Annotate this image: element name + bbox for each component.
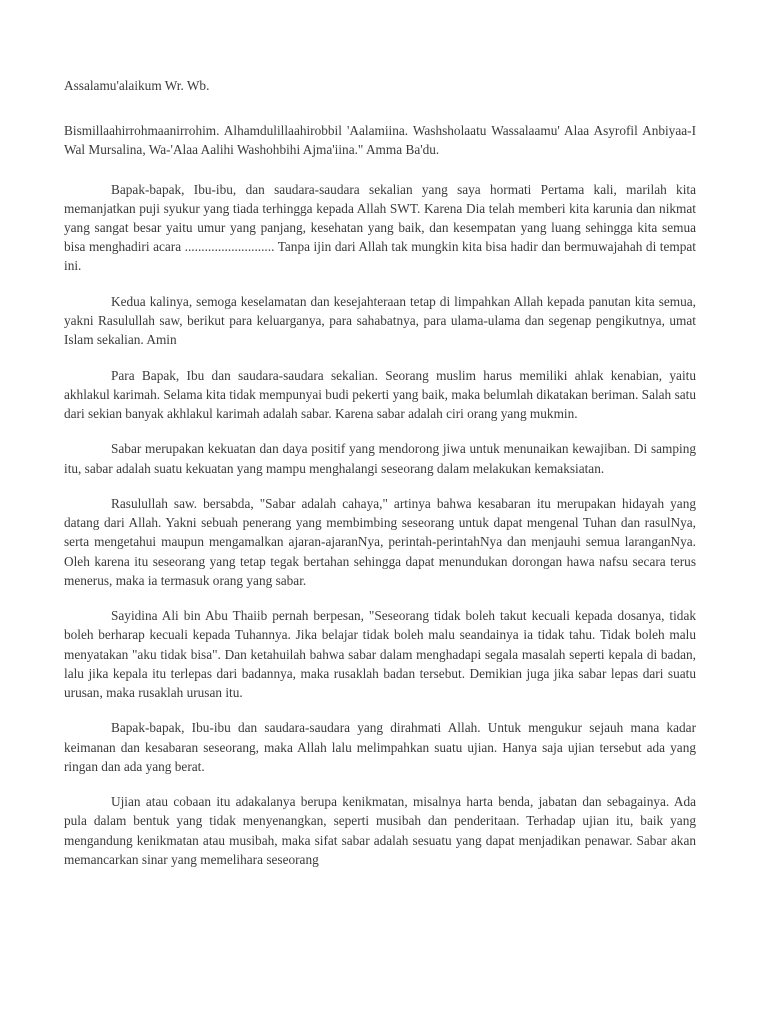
paragraph-8: Ujian atau cobaan itu adakalanya berupa kenikmatan, misalnya harta benda, jabatan dan sebagainya. Ada pula dalam bentuk yang tidak menyenangkan, seperti musibah dan penderitaan. Terhadap ujian itu, baik yang mengandung kenikmatan atau musibah, maka sifat sabar adalah sesuatu yang dapat menjadikan penawar. Sabar akan memancarkan sinar yang memelihara seseorang <box>64 794 696 867</box>
paragraph-5: Rasulullah saw. bersabda, "Sabar adalah cahaya," artinya bahwa kesabaran itu merupakan hidayah yang datang dari Allah. Yakni sebuah penerang yang membimbing seseorang untuk dapat mengenal Tuhan dan rasulNya, serta mengetahui maupun mengamalkan ajaran-ajaranNya, perintah-perintahNya dan menjauhi semua laranganNya. Oleh karena itu seseorang yang tetap tegak bertahan sehingga dapat menundukan dorongan hawa nafsu secara terus menerus, maka ia termasuk orang yang sabar. <box>64 496 696 588</box>
paragraph-6: Sayidina Ali bin Abu Thaiib pernah berpesan, "Seseorang tidak boleh takut kecuali kepada dosanya, tidak boleh berharap kecuali kepada Tuhannya. Jika belajar tidak boleh malu seandainya ia tidak tahu. Tidak boleh malu menyatakan "aku tidak bisa". Dan ketahuilah bahwa sabar dalam menghadapi segala masalah seperti kepala di badan, lalu jika kepala itu terlepas dari badannya, maka rusaklah badan tersebut. Demikian juga jika sabar lepas dari suatu urusan, maka rusaklah urusan itu. <box>64 608 696 701</box>
greeting: Assalamu'alaikum Wr. Wb. <box>64 78 210 93</box>
paragraph-7: Bapak-bapak, Ibu-ibu dan saudara-saudara yang dirahmati Allah. Untuk mengukur sejauh mana kadar keimanan dan kesabaran seseorang, maka Allah lalu melimpahkan suatu ujian. Hanya saja ujian tersebut ada yang ringan dan ada yang berat. <box>64 720 696 774</box>
opening-paragraph: Bismillaahirrohmaanirrohim. Alhamdulillaahirobbil 'Aalamiina. Washsholaatu Wassalaamu' Alaa Asyrofil Anbiyaa-I Wal Mursalina, Wa-'Alaa Aalihi Washohbihi Ajma'iina." Amma Ba'du. <box>64 123 696 158</box>
paragraph-3: Para Bapak, Ibu dan saudara-saudara sekalian. Seorang muslim harus memiliki ahlak kenabian, yaitu akhlakul karimah. Selama kita tidak mempunyai budi pekerti yang baik, maka belumlah dikatakan beriman. Salah satu dari sekian banyak akhlakul karimah adalah sabar. Karena sabar adalah ciri orang yang mukmin. <box>64 367 696 422</box>
document-page <box>64 76 696 885</box>
paragraph-2: Kedua kalinya, semoga keselamatan dan kesejahteraan tetap di limpahkan Allah kepada panutan kita semua, yakni Rasulullah saw, berikut para keluarganya, para sahabatnya, para ulama-ulama dan segenap pengikutnya, umat Islam sekalian. Amin <box>64 293 696 348</box>
paragraph-1: Bapak-bapak, Ibu-ibu, dan saudara-saudara sekalian yang saya hormati Pertama kali, marilah kita memanjatkan puji syukur yang tiada terhingga kepada Allah SWT. Karena Dia telah memberi kita karunia dan nikmat yang sangat besar yaitu umur yang panjang, kesehatan yang baik, dan kesempatan yang luang sehingga kita semua bisa menghadiri acara ........................... Tanpa ijin dari Allah tak mungkin kita bisa hadir dan bermuwajahah di tempat ini. <box>64 181 696 274</box>
paragraph-4: Sabar merupakan kekuatan dan daya positif yang mendorong jiwa untuk menunaikan kewajiban. Di samping itu, sabar adalah suatu kekuatan yang mampu menghalangi seseorang dalam melakukan kemaksiatan. <box>64 441 696 476</box>
